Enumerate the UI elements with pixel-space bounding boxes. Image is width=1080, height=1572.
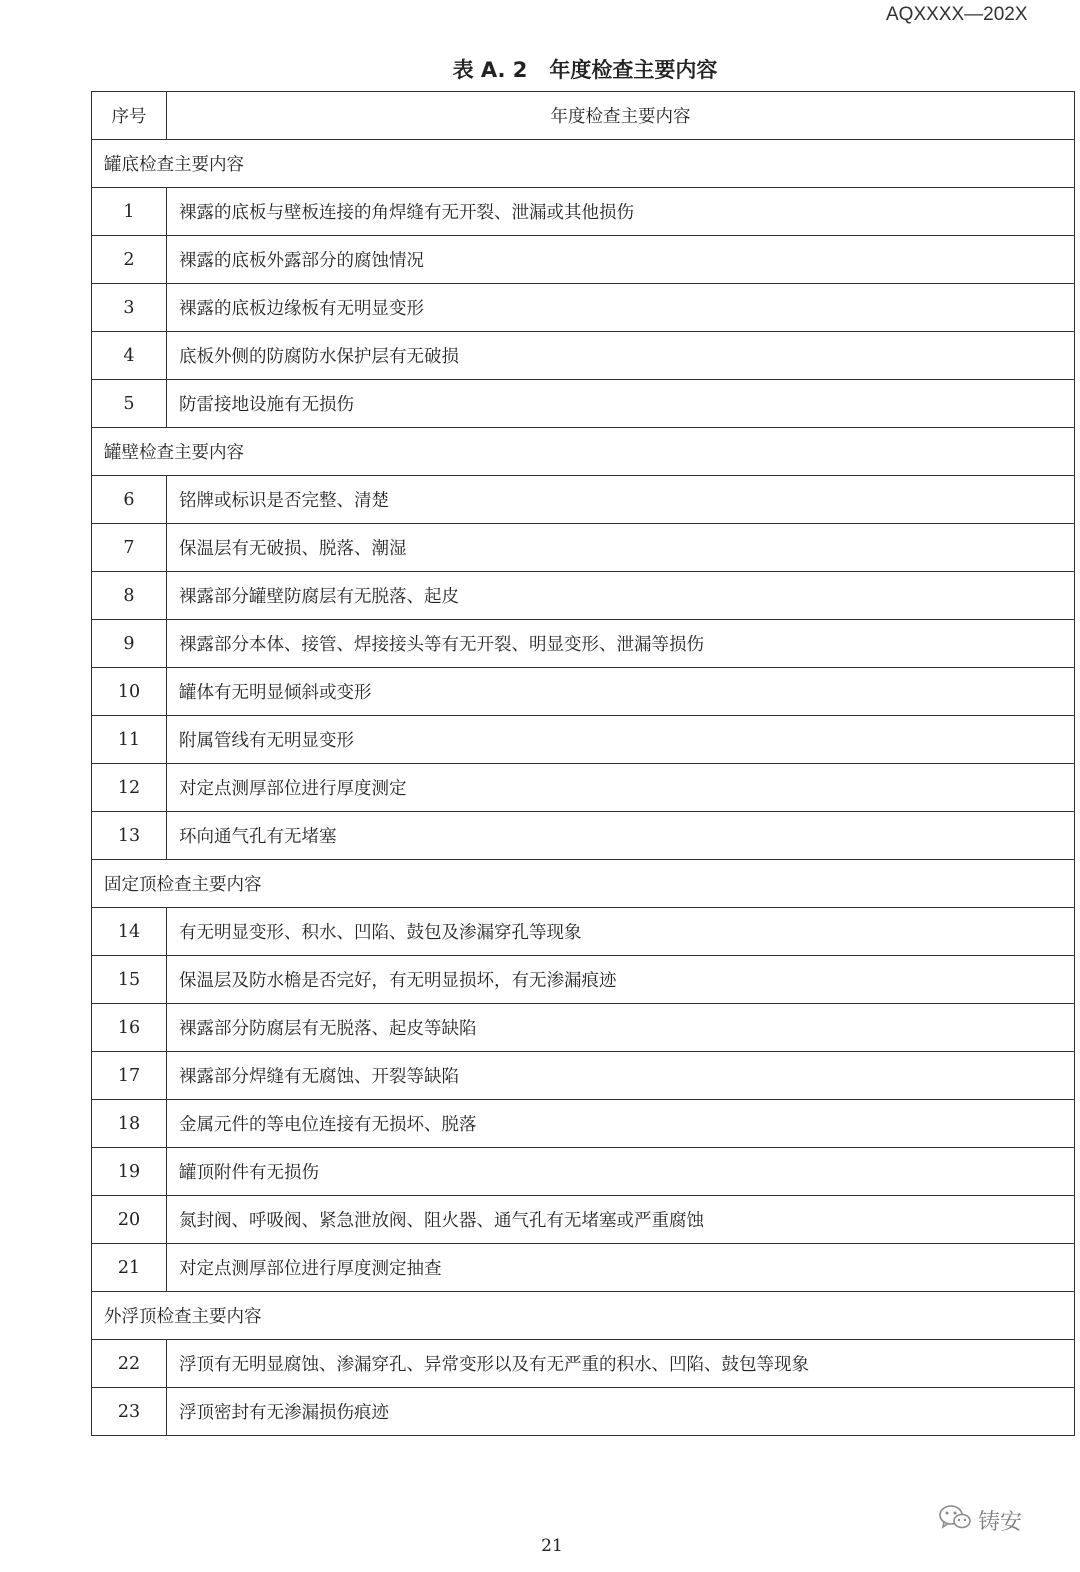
- row-content: 裸露的底板外露部分的腐蚀情况: [167, 236, 1075, 284]
- row-number: 21: [92, 1244, 167, 1292]
- row-content: 防雷接地设施有无损伤: [167, 380, 1075, 428]
- table-row: [92, 1196, 1075, 1244]
- table-row: [92, 332, 1075, 380]
- row-number: 17: [92, 1052, 167, 1100]
- table-row: [92, 572, 1075, 620]
- table-row: [92, 188, 1075, 236]
- table-row: [92, 956, 1075, 1004]
- row-content: 保温层及防水檐是否完好，有无明显损坏，有无渗漏痕迹: [167, 956, 1075, 1004]
- row-number: 13: [92, 812, 167, 860]
- row-content: 氮封阀、呼吸阀、紧急泄放阀、阻火器、通气孔有无堵塞或严重腐蚀: [167, 1196, 1075, 1244]
- table-row: [92, 524, 1075, 572]
- row-number: 23: [92, 1388, 167, 1436]
- table-row: [92, 380, 1075, 428]
- header-col-no: 序号: [92, 92, 167, 140]
- table-row: [92, 668, 1075, 716]
- table-row: [92, 1004, 1075, 1052]
- row-content: 对定点测厚部位进行厚度测定抽查: [167, 1244, 1075, 1292]
- table-row: [92, 764, 1075, 812]
- section-title: 外浮顶检查主要内容: [92, 1292, 1075, 1340]
- page-number: 21: [541, 1536, 563, 1556]
- row-content: 保温层有无破损、脱落、潮湿: [167, 524, 1075, 572]
- row-content: 有无明显变形、积水、凹陷、鼓包及渗漏穿孔等现象: [167, 908, 1075, 956]
- watermark-text: 铸安: [978, 1509, 1023, 1535]
- table-row: [92, 476, 1075, 524]
- row-content: 裸露部分焊缝有无腐蚀、开裂等缺陷: [167, 1052, 1075, 1100]
- row-number: 2: [92, 236, 167, 284]
- row-content: 环向通气孔有无堵塞: [167, 812, 1075, 860]
- row-number: 20: [92, 1196, 167, 1244]
- section-title: 固定顶检查主要内容: [92, 860, 1075, 908]
- row-number: 9: [92, 620, 167, 668]
- row-number: 3: [92, 284, 167, 332]
- table-row: [92, 1244, 1075, 1292]
- wechat-icon: [938, 1504, 972, 1536]
- row-number: 11: [92, 716, 167, 764]
- section-row: [92, 1292, 1075, 1340]
- row-content: 铭牌或标识是否完整、清楚: [167, 476, 1075, 524]
- row-number: 16: [92, 1004, 167, 1052]
- row-content: 裸露的底板与壁板连接的角焊缝有无开裂、泄漏或其他损伤: [167, 188, 1075, 236]
- table-title-text: 年度检查主要内容: [549, 58, 718, 82]
- section-title: 罐壁检查主要内容: [92, 428, 1075, 476]
- row-number: 8: [92, 572, 167, 620]
- section-row: [92, 428, 1075, 476]
- row-number: 5: [92, 380, 167, 428]
- table-row: [92, 908, 1075, 956]
- table-title: [0, 54, 1080, 84]
- row-content: 底板外侧的防腐防水保护层有无破损: [167, 332, 1075, 380]
- row-number: 18: [92, 1100, 167, 1148]
- row-number: 7: [92, 524, 167, 572]
- row-content: 裸露的底板边缘板有无明显变形: [167, 284, 1075, 332]
- table-row: [92, 1148, 1075, 1196]
- row-content: 裸露部分本体、接管、焊接接头等有无开裂、明显变形、泄漏等损伤: [167, 620, 1075, 668]
- table-row: [92, 1340, 1075, 1388]
- section-row: [92, 860, 1075, 908]
- row-content: 金属元件的等电位连接有无损坏、脱落: [167, 1100, 1075, 1148]
- row-number: 6: [92, 476, 167, 524]
- row-number: 4: [92, 332, 167, 380]
- row-content: 罐体有无明显倾斜或变形: [167, 668, 1075, 716]
- watermark: [938, 1504, 1022, 1536]
- table-row: [92, 716, 1075, 764]
- inspection-table: [91, 91, 1075, 1436]
- row-number: 15: [92, 956, 167, 1004]
- table-row: [92, 620, 1075, 668]
- header-col-content: 年度检查主要内容: [167, 92, 1075, 140]
- row-number: 1: [92, 188, 167, 236]
- section-title: 罐底检查主要内容: [92, 140, 1075, 188]
- table-header-row: [92, 92, 1075, 140]
- document-code: AQXXXX—202X: [886, 4, 1028, 25]
- row-number: 12: [92, 764, 167, 812]
- row-content: 对定点测厚部位进行厚度测定: [167, 764, 1075, 812]
- table-row: [92, 812, 1075, 860]
- row-number: 14: [92, 908, 167, 956]
- table-row: [92, 1388, 1075, 1436]
- table-row: [92, 1100, 1075, 1148]
- row-content: 浮顶密封有无渗漏损伤痕迹: [167, 1388, 1075, 1436]
- row-content: 附属管线有无明显变形: [167, 716, 1075, 764]
- row-number: 10: [92, 668, 167, 716]
- row-number: 19: [92, 1148, 167, 1196]
- table-title-number: 表 A. 2: [452, 58, 528, 82]
- table-row: [92, 284, 1075, 332]
- table-row: [92, 1052, 1075, 1100]
- row-content: 罐顶附件有无损伤: [167, 1148, 1075, 1196]
- row-content: 浮顶有无明显腐蚀、渗漏穿孔、异常变形以及有无严重的积水、凹陷、鼓包等现象: [167, 1340, 1075, 1388]
- row-number: 22: [92, 1340, 167, 1388]
- row-content: 裸露部分罐壁防腐层有无脱落、起皮: [167, 572, 1075, 620]
- section-row: [92, 140, 1075, 188]
- row-content: 裸露部分防腐层有无脱落、起皮等缺陷: [167, 1004, 1075, 1052]
- table-row: [92, 236, 1075, 284]
